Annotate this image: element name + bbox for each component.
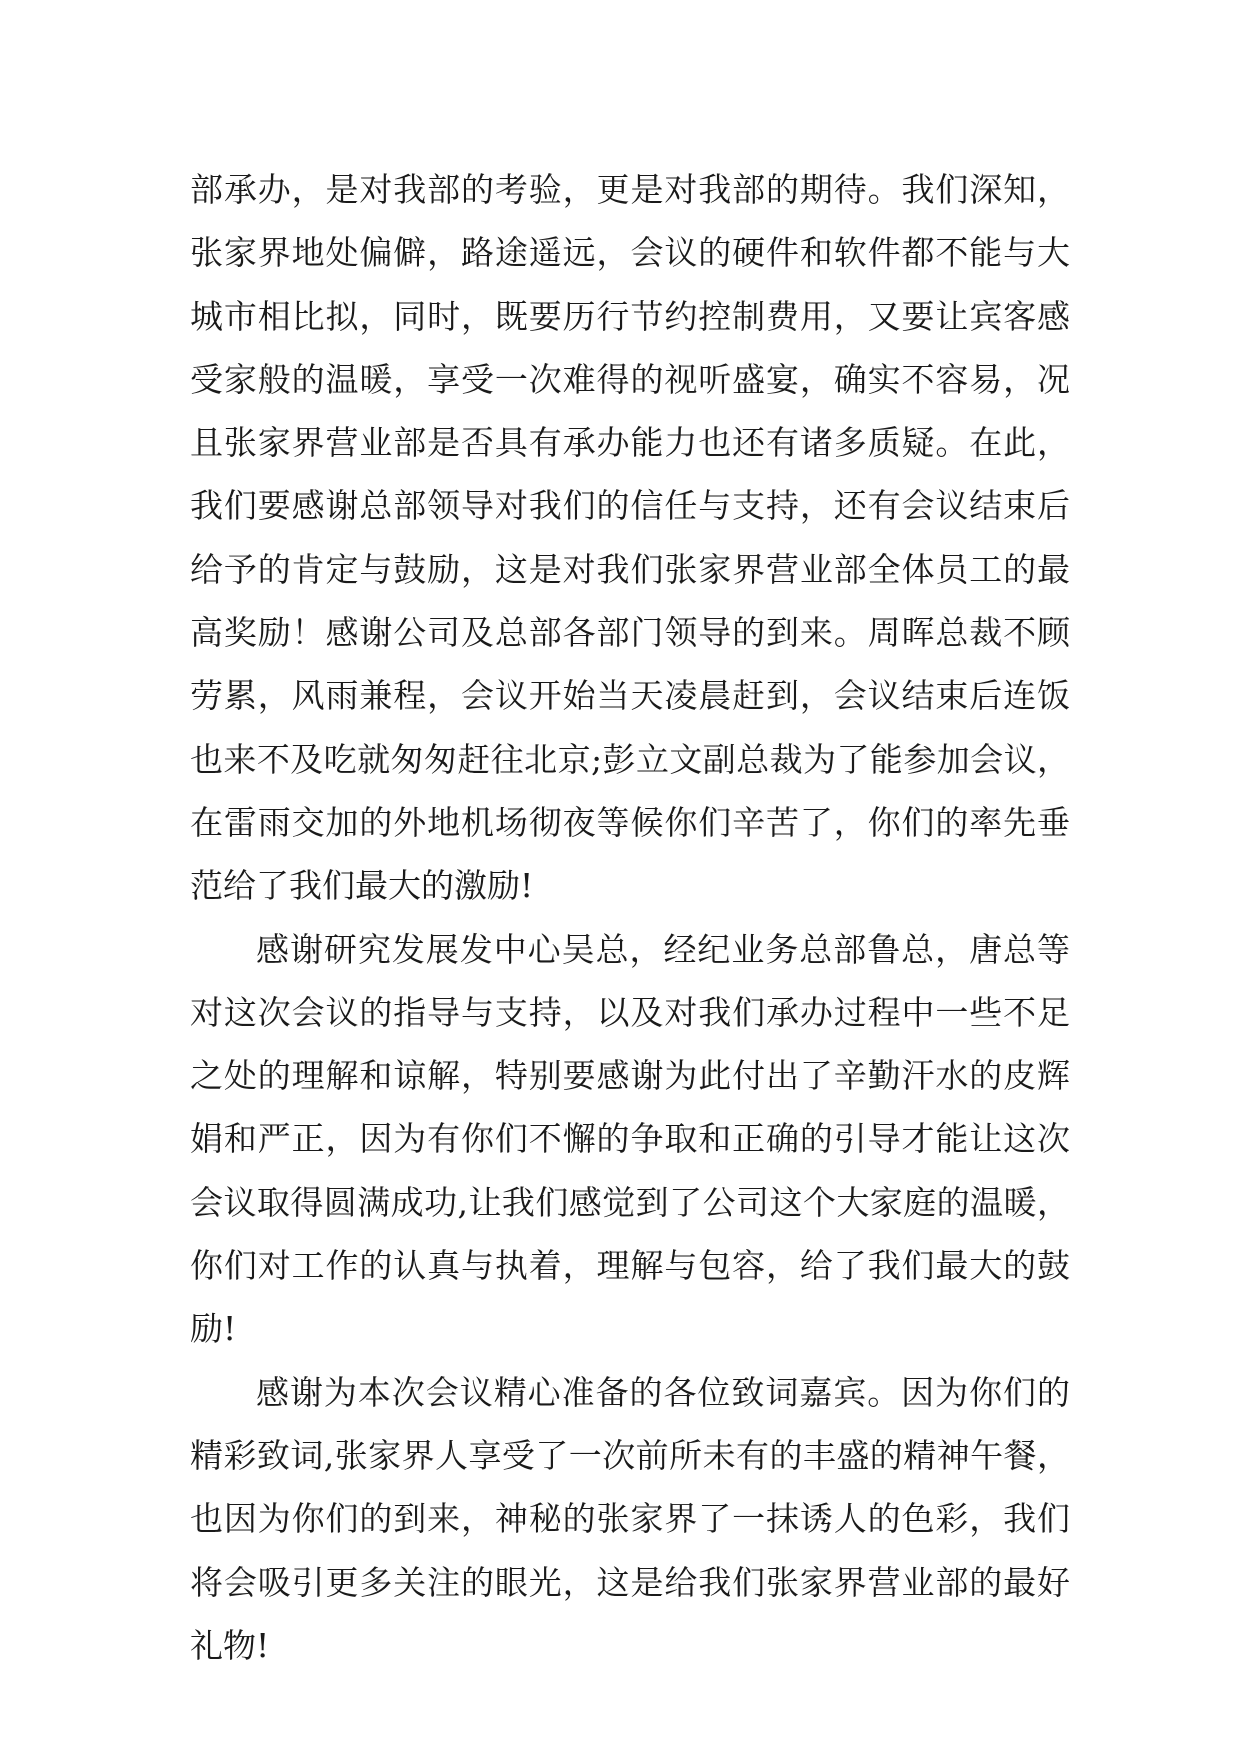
- text-line: 你们对工作的认真与执着，理解与包容，给了我们最大的鼓: [190, 1246, 1070, 1286]
- document-body: [190, 158, 1070, 1677]
- text-line: 城市相比拟，同时，既要历行节约控制费用，又要让宾客感: [190, 296, 1070, 336]
- text-line: 我们要感谢总部领导对我们的信任与支持，还有会议结束后: [190, 486, 1070, 526]
- text-line: 受家般的温暖，享受一次难得的视听盛宴，确实不容易，况: [190, 359, 1070, 399]
- text-line: 之处的理解和谅解，特别要感谢为此付出了辛勤汗水的皮辉: [190, 1056, 1070, 1096]
- text-line: 也因为你们的到来，神秘的张家界了一抹诱人的色彩，我们: [190, 1499, 1070, 1539]
- text-line: 感谢研究发展发中心吴总，经纪业务总部鲁总，唐总等: [256, 929, 1070, 969]
- text-line: 礼物!: [190, 1625, 270, 1665]
- paragraph-1: [190, 158, 1070, 918]
- text-line: 娟和严正，因为有你们不懈的争取和正确的引导才能让这次: [190, 1119, 1070, 1159]
- text-line: 对这次会议的指导与支持，以及对我们承办过程中一些不足: [190, 992, 1070, 1032]
- text-line: 励!: [190, 1309, 237, 1349]
- paragraph-3: [190, 1361, 1070, 1677]
- text-line: 在雷雨交加的外地机场彻夜等候你们辛苦了，你们的率先垂: [190, 802, 1070, 842]
- text-line: 也来不及吃就匆匆赶往北京;彭立文副总裁为了能参加会议，: [190, 739, 1070, 779]
- text-line: 给予的肯定与鼓励，这是对我们张家界营业部全体员工的最: [190, 549, 1070, 589]
- text-line: 精彩致词,张家界人享受了一次前所未有的丰盛的精神午餐，: [190, 1435, 1070, 1475]
- text-line: 会议取得圆满成功,让我们感觉到了公司这个大家庭的温暖，: [190, 1182, 1070, 1222]
- text-line: 感谢为本次会议精心准备的各位致词嘉宾。因为你们的: [256, 1372, 1070, 1412]
- text-line: 部承办，是对我部的考验，更是对我部的期待。我们深知，: [190, 170, 1070, 209]
- text-line: 张家界地处偏僻，路途遥远，会议的硬件和软件都不能与大: [190, 233, 1070, 273]
- text-line: 且张家界营业部是否具有承办能力也还有诸多质疑。在此，: [190, 423, 1070, 463]
- paragraph-2: [190, 918, 1070, 1361]
- text-line: 劳累，风雨兼程，会议开始当天凌晨赶到，会议结束后连饭: [190, 676, 1070, 716]
- text-line: 将会吸引更多关注的眼光，这是给我们张家界营业部的最好: [190, 1562, 1070, 1602]
- text-line: 范给了我们最大的激励!: [190, 866, 534, 906]
- text-line: 高奖励！感谢公司及总部各部门领导的到来。周晖总裁不顾: [190, 613, 1070, 653]
